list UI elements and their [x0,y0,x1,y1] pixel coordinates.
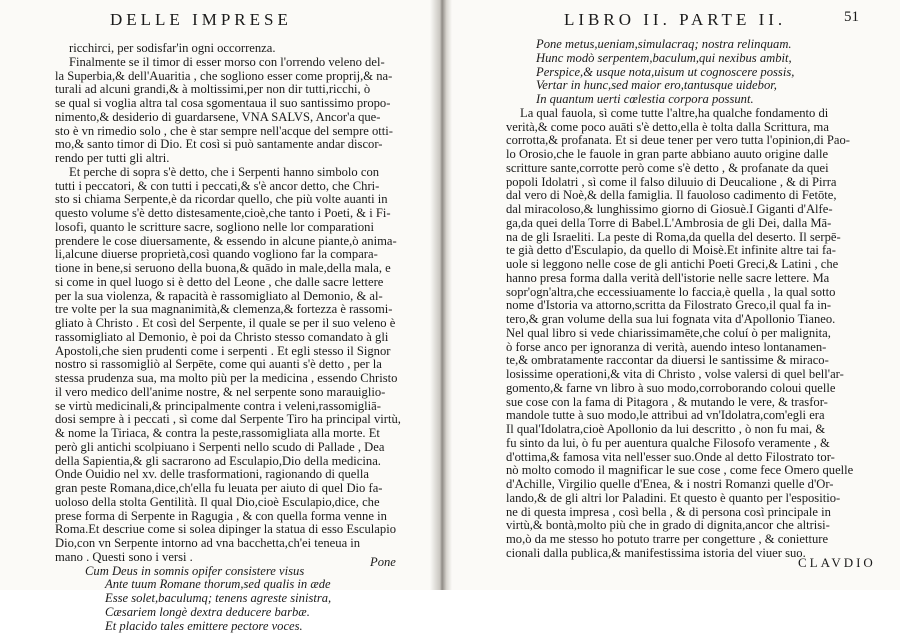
text-line: per la sua violenza, & rapacità è rassomigliato al Demonio, & al- [55,290,401,304]
text-line: gran peste Romana,dice,ch'ella fu leuata per aiuto di quel Dio fa- [55,482,401,496]
text-line: nome d'Istoria va attorno,scritta da Filostrato Greco,il qual fa in- [506,299,853,313]
text-line: rassomigliato al Demonio, è poi da Christo stesso comandato à gli [55,331,401,345]
text-line: In quantum uerti cœlestia corpora possunt. [506,93,853,107]
text-line: sue cose con la fama di Pitagora , & mutando le vere, & trasfor- [506,396,853,410]
text-line: Onde Ouidio nel xv. delle trasformationi, ragionando di quella [55,468,401,482]
text-line: li,alcune diuerse proprietà,così quando vogliono far la compara- [55,248,401,262]
text-line: nostro si rassomigliò al Serpēte, come qui auanti s'è detto , per la [55,358,401,372]
text-line: na de gli Israeliti. La peste di Roma,da quella del deserto. Il serpē- [506,231,853,245]
text-line: losofi, quanto le scritture sacre, sogliono nelle lor comparationi [55,221,401,235]
text-line: se qual si voglia altra tal cosa sgomentaua il suo santissimo propo- [55,97,401,111]
text-line: nimento,& desiderio di guardarsene, VNA SALVS, Ancor'a que- [55,111,401,125]
text-line: si come in quel luogo si è detto del Leone , che dalle sacre lettere [55,276,401,290]
text-line: questo volume s'è detto distesamente,cioè,che tanto i Poeti, & i Fi- [55,207,401,221]
text-line: tione in bene,si seruono della buona,& quādo in male,della mala, e [55,262,401,276]
text-line: Vertar in hunc,sed maior ero,tantusque uidebor, [506,79,853,93]
text-line: dal miracoloso,& lunghissimo giorno di Giosuè.I Giganti d'Alfe- [506,203,853,217]
text-line: Ante tuum Romane thorum,sed qualis in æde [55,578,401,592]
catchword-left: Pone [370,555,396,570]
text-line: della Sapientia,& gli sacrarono ad Esculapio,Dio della medicina. [55,455,401,469]
text-line: La qual fauola, sì come tutte l'altre,ha qualche fondamento di [506,107,853,121]
text-line: tre volte per la sua magnanimità,& clemenza,& fortezza è rassomi- [55,303,401,317]
text-line: tutti i peccatori, & con tutti i peccati,& s'è ancor detto, che Chri- [55,180,401,194]
text-line: la Superbia,& dell'Auaritia , che sogliono esser come proprij,& na- [55,70,401,84]
text-line: uole si leggono nelle cose de gli antichi Poeti Greci,& Latini , che [506,258,853,272]
text-line: turali ad alcuni grandi,& à moltissimi,per non dir tutti,ricchi, ò [55,83,401,97]
text-line: il vero medico dell'anime nostre, & nel serpente sono marauiglio- [55,386,401,400]
text-line: Et placido tales emittere pectore voces. [55,620,401,633]
text-line: lando,& de gli altri lor Paladini. Et questo è quanto per l'espositio- [506,492,853,506]
catchword-right: CLAVDIO [798,555,876,571]
text-line: hanno presa forma dalla verità dell'istorie nelle sacre lettere. Ma [506,272,853,286]
text-line: d'ottima,& famosa vita nell'esser suo.Onde al detto Filostrato tor- [506,451,853,465]
text-line: verità,& come poco auāti s'è detto,ella è tolta dalla Scrittura, ma [506,121,853,135]
text-line: te già detto d'Esculapio, da quello di Moisè.Et infinite altre tai fa- [506,244,853,258]
text-line: cionali dalla publica,& manifestissima istoria del viuer suo. [506,547,853,561]
running-head-left: DELLE IMPRESE [110,10,292,30]
text-line: Hunc modò serpentem,baculum,qui nexibus ambit, [506,52,853,66]
text-line: rendo per tutti gli altri. [55,152,401,166]
text-line: sto si chiama Serpente,è da ricordar quello, che più volte auanti in [55,193,401,207]
text-line: ne di questa impresa , così bella , & di persona così principale in [506,506,853,520]
text-line: ò forse anco per ignoranza di verità, auendo inteso lontanamen- [506,341,853,355]
book-gutter [430,0,452,590]
text-line: ga,da quei della Torre di Babel.L'Ambrosia de gli Dei, dalla Mā- [506,217,853,231]
text-line: Et perche di sopra s'è detto, che i Serpenti hanno simbolo con [55,166,401,180]
text-line: popoli Idolatri , sì come il falso diluuio di Deucalione , & di Pirra [506,176,853,190]
right-page [452,0,900,590]
right-page-text [506,38,853,561]
text-line: nò molto comodo il magnificar le sue cose , come fece Omero quelle [506,464,853,478]
left-page [0,0,430,590]
text-line: Perspice,& usque nota,uisum ut cognoscere possis, [506,66,853,80]
text-line: Cæsariem longè dextra deducere barbæ. [55,606,401,620]
text-line: scritture sante,corrotte però come s'è detto , & profanate da quei [506,162,853,176]
text-line: gliato à Christo . Et così del Serpente, il quale se per il suo veleno è [55,317,401,331]
page-number: 51 [844,9,859,26]
running-head-right: LIBRO II. PARTE II. [564,10,786,30]
text-line: gomento,& farne vn libro à suo modo,corroborando coloui quelle [506,382,853,396]
text-line: sopr'ogn'altra,che eccessiuamente lo faccia,è quella , la qual sotto [506,286,853,300]
text-line: mano . Questi sono i versi . [55,551,401,565]
text-line: corrotta,& profanata. Et si deue tener per vero tutta l'opinion,di Pao- [506,134,853,148]
text-line: ricchirci, per sodisfar'in ogni occorrenza. [55,42,401,56]
text-line: Finalmente se il timor di esser morso con l'orrendo veleno del- [55,56,401,70]
text-line: tero,& gran volume della sua lui fognata vita d'Apollonio Tianeo. [506,313,853,327]
text-line: prendere le cose diuersamente, & essendo in alcune piante,ò anima- [55,235,401,249]
text-line: mo,ò da me stesso ho potuto trarre per congetture , & conietture [506,533,853,547]
text-line: Apostoli,che sien prudenti come i serpenti . Et egli stesso il Signor [55,345,401,359]
text-line: d'Achille, Virgilio quelle d'Enea, & i nostri Romanzi quelle d'Or- [506,478,853,492]
text-line: dal vero di Noè,& della famiglia. Il fauoloso cadimento di Fetōte, [506,189,853,203]
text-line: però gli antichi scolpiuano i Serpenti nello scudo di Pallade , Dea [55,441,401,455]
text-line: lo Orosio,che le fauole in gran parte abbiano auuto origine dalle [506,148,853,162]
text-line: losissime operationi,& vita di Christo , volse valersi di quel bell'ar- [506,368,853,382]
text-line: Cum Deus in somnis opifer consistere visus [55,565,401,579]
text-line: uoloso della stolta Gentilità. Il qual Dio,cioè Esculapio,dice, che [55,496,401,510]
text-line: Nel qual libro si vede chiarissimamēte,che coluí ò per malignita, [506,327,853,341]
text-line: stessa prudenza sua, ma molto più per la medicina , essendo Christo [55,372,401,386]
text-line: & nome la Tiriaca, & contra la peste,rassomigliata alla morte. Et [55,427,401,441]
text-line: mandole tutte à suo modo,le attribui ad vn'Idolatra,com'egli era [506,409,853,423]
left-page-text [55,42,401,633]
text-line: se virtù medicinali,& principalmente contra i veleni,rassomigliā- [55,400,401,414]
text-line: sto è vn rimedio solo , che è star sempre nell'acque del sempre otti- [55,125,401,139]
text-line: Roma.Et descriue come si solea dipinger la statua di esso Esculapio [55,523,401,537]
text-line: fu sinto da lui, ò fu per auentura qualche Filosofo veramente , & [506,437,853,451]
text-line: Il qual'Idolatra,cioè Apollonio da lui descritto , ò non fu mai, & [506,423,853,437]
text-line: prese forma di Serpente in Ragugia , & con quella forma venne in [55,510,401,524]
text-line: dosi sempre à i peccati , sì come dal Serpente Tiro ha principal virtù, [55,413,401,427]
text-line: virtù,& bontà,molto più che in grado di dignita,ancor che altrisi- [506,519,853,533]
text-line: Dio,con vn Serpente intorno ad vna bacchetta,ch'ei teneua in [55,537,401,551]
text-line: mo,& santo timor di Dio. Et così si può santamente andar discor- [55,138,401,152]
text-line: Pone metus,ueniam,simulacraq; nostra relinquam. [506,38,853,52]
text-line: te,& ombratamente raccontar da diuersi le santissime & miraco- [506,354,853,368]
text-line: Esse solet,baculumq; tenens agreste sinistra, [55,592,401,606]
